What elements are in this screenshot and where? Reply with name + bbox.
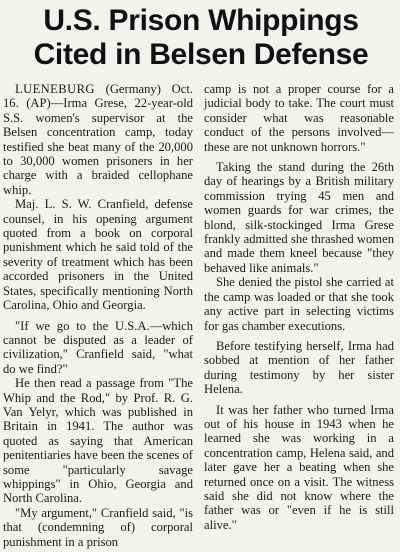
- body-paragraph: Maj. L. S. W. Cranfield, defense counsel, in his opening argument quoted from a book on corporal punishment which he said told of the severity of treatment which has been accorded prisoners in the United States, specifically mentioning North Carolina, Ohio and Georgia.: [3, 197, 193, 313]
- body-paragraph: "My argument," Cranfield said, "is that (condemning of) corporal punishment in a prison: [3, 505, 193, 549]
- article-column-right: [198, 82, 394, 549]
- dateline: LUENEBURG: [15, 82, 95, 96]
- headline: [0, 0, 400, 72]
- article-column-left: [3, 82, 198, 549]
- body-paragraph: It was her father who turned Irma out of his house in 1943 when he learned she was working in a concentration camp, Helena said, and later gave her a beating when she returned once on a visit. The witness said she did not know where the father was or "even if he is still alive.": [204, 402, 394, 532]
- body-paragraph: He then read a passage from "The Whip and the Rod," by Prof. R. G. Van Yelyr, which was published in Britain in 1941. The author was quoted as saying that American penitentiaries have been the scenes of some "particularly savage whippings" in Ohio, Georgia and North Carolina.: [3, 376, 193, 506]
- body-paragraph: Taking the stand during the 26th day of hearings by a British military commission trying 45 men and women guards for war crimes, the blond, silk-stockinged Irma Grese frankly admitted she thrashed women and made them kneel because "they behaved like animals.": [204, 160, 394, 275]
- lead-paragraph: [3, 82, 193, 197]
- continued-paragraph: camp is not a proper course for a judicial body to take. The court must consider what was reasonable conduct of the persons involved—these are not unknown horrors.": [204, 82, 394, 154]
- headline-line-1: U.S. Prison Whippings: [43, 4, 359, 37]
- headline-line-2: Cited in Belsen Defense: [33, 38, 369, 71]
- body-paragraph: She denied the pistol she carried at the camp was loaded or that she took any active part in selecting victims for gas chamber executions.: [204, 275, 394, 333]
- lead-text: (Germany) Oct. 16. (AP)—Irma Grese, 22-year-old S.S. women's supervisor at the Belsen concentration camp, today testified she beat many of the 20,000 to 30,000 women prisoners in her charge with a braided cellophane whip.: [3, 82, 193, 197]
- article-body: [0, 72, 400, 549]
- body-paragraph: Before testifying herself, Irma had sobbed at mention of her father during testimony by her sister Helena.: [204, 338, 394, 397]
- body-paragraph: "If we go to the U.S.A.—which cannot be disputed as a leader of civilization," Cranfield said, "what do we find?": [3, 318, 193, 376]
